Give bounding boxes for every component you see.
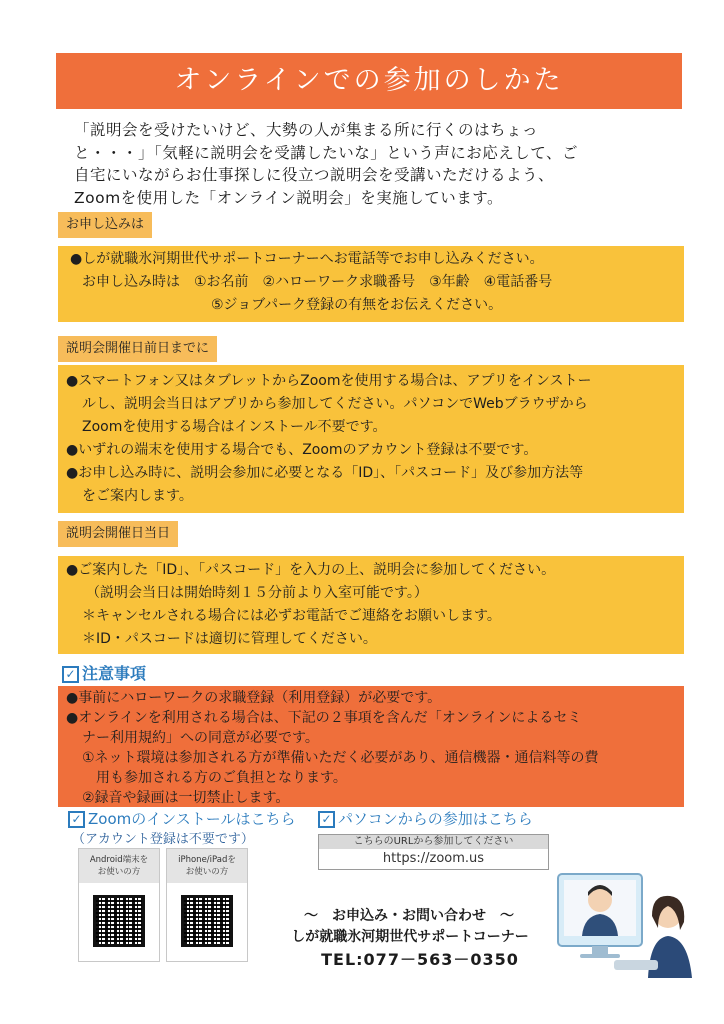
dayof-line: ●ご案内した「ID」、「パスコード」を入力の上、説明会に参加してください。 bbox=[66, 562, 556, 578]
notes-line: ●事前にハローワークの求職登録（利用登録）が必要です。 bbox=[66, 690, 442, 706]
notes-line: ②録音や録画は一切禁止します。 bbox=[82, 790, 290, 806]
apply-line: お申し込み時は ①お名前 ②ハローワーク求職番号 ③年齢 ④電話番号 bbox=[82, 274, 553, 290]
qr-card-line: iPhone/iPadを bbox=[178, 855, 236, 865]
contact-heading: ～ お申込み・お問い合わせ ～ bbox=[304, 908, 514, 924]
notes-line: ●オンラインを利用される場合は、下記の２事項を含んだ「オンラインによるセミ bbox=[66, 710, 582, 726]
url-caption: こちらのURLから参加してください bbox=[319, 835, 548, 849]
before-line: ●いずれの端末を使用する場合でも、Zoomのアカウント登録は不要です。 bbox=[66, 442, 538, 458]
woman-body bbox=[648, 936, 692, 978]
notes-heading bbox=[62, 661, 146, 684]
laptop-icon bbox=[614, 960, 658, 970]
monitor-base bbox=[580, 954, 620, 958]
qr-code-icon[interactable] bbox=[93, 895, 145, 947]
notes-heading-text: 注意事項 bbox=[82, 664, 147, 683]
intro-line: と・・・」「気軽に説明会を受講したいな」という声にお応えして、ご bbox=[74, 143, 578, 162]
intro-line: Zoomを使用した「オンライン説明会」を実施しています。 bbox=[74, 188, 503, 207]
qr-card-header bbox=[79, 849, 159, 883]
notes-line: ①ネット環境は参加される方が準備いただく必要があり、通信機器・通信料等の費 bbox=[82, 750, 599, 766]
checkbox-icon: ✓ bbox=[318, 811, 335, 828]
install-subtext: （アカウント登録は不要です） bbox=[72, 832, 254, 847]
intro-line: 自宅にいながらお仕事探しに役立つ説明会を受講いただけるよう、 bbox=[74, 166, 555, 184]
monitor-stand bbox=[592, 946, 608, 954]
section-box-before bbox=[58, 365, 684, 513]
dayof-line: （説明会当日は開始時刻１５分前より入室可能です。） bbox=[86, 585, 428, 601]
dayof-line: ＊ID・パスコードは適切に管理してください。 bbox=[82, 631, 377, 647]
section-label-before: 説明会開催日前日までに bbox=[58, 336, 217, 362]
checkbox-icon: ✓ bbox=[68, 811, 85, 828]
before-line: Zoomを使用する場合はインストール不要です。 bbox=[82, 419, 387, 435]
notes-line: ナー利用規約」への同意が必要です。 bbox=[82, 730, 319, 746]
before-line: をご案内します。 bbox=[82, 488, 193, 504]
contact-tel[interactable]: TEL:077－563－0350 bbox=[321, 950, 519, 969]
qr-card-android[interactable] bbox=[78, 848, 160, 962]
intro-line: 「説明会を受けたいけど、大勢の人が集まる所に行くのはちょっ bbox=[74, 121, 539, 139]
qr-card-header bbox=[167, 849, 247, 883]
qr-card-line: Android端末を bbox=[89, 855, 149, 865]
pc-heading[interactable] bbox=[318, 808, 533, 829]
qr-card-iphone[interactable] bbox=[166, 848, 248, 962]
before-line: ●お申し込み時に、説明会参加に必要となる「ID」、「パスコード」及び参加方法等 bbox=[66, 465, 584, 481]
online-meeting-illustration bbox=[554, 866, 694, 978]
url-link[interactable]: https://zoom.us bbox=[382, 851, 485, 866]
page-title: オンラインでの参加のしかた bbox=[56, 53, 682, 109]
section-box-apply bbox=[58, 246, 684, 322]
qr-card-line: お使いの方 bbox=[97, 867, 141, 877]
apply-line: ⑤ジョブパーク登録の有無をお伝えください。 bbox=[211, 297, 503, 313]
apply-line: ●しが就職氷河期世代サポートコーナーへお電話等でお申し込みください。 bbox=[70, 251, 544, 267]
checkbox-icon: ✓ bbox=[62, 666, 79, 683]
notes-box bbox=[58, 686, 684, 807]
url-box[interactable] bbox=[318, 834, 549, 870]
before-line: ルし、説明会当日はアプリから参加してください。パソコンでWebブラウザから bbox=[82, 396, 588, 412]
qr-card-line: お使いの方 bbox=[185, 867, 229, 877]
qr-code-icon[interactable] bbox=[181, 895, 233, 947]
before-line: ●スマートフォン又はタブレットからZoomを使用する場合は、アプリをインストー bbox=[66, 373, 592, 389]
dayof-line: ＊キャンセルされる場合には必ずお電話でご連絡をお願いします。 bbox=[82, 608, 501, 624]
pc-heading-text[interactable]: パソコンからの参加はこちら bbox=[338, 810, 533, 828]
install-heading-text[interactable]: Zoomのインストールはこちら bbox=[88, 810, 296, 828]
section-box-dayof bbox=[58, 556, 684, 654]
install-heading[interactable] bbox=[68, 808, 296, 829]
section-label-apply: お申し込みは bbox=[58, 212, 152, 238]
intro-text bbox=[74, 119, 684, 209]
contact-org: しが就職氷河期世代サポートコーナー bbox=[291, 929, 529, 945]
notes-line: 用も参加される方のご負担となります。 bbox=[96, 770, 347, 786]
section-label-dayof: 説明会開催日当日 bbox=[58, 521, 178, 547]
